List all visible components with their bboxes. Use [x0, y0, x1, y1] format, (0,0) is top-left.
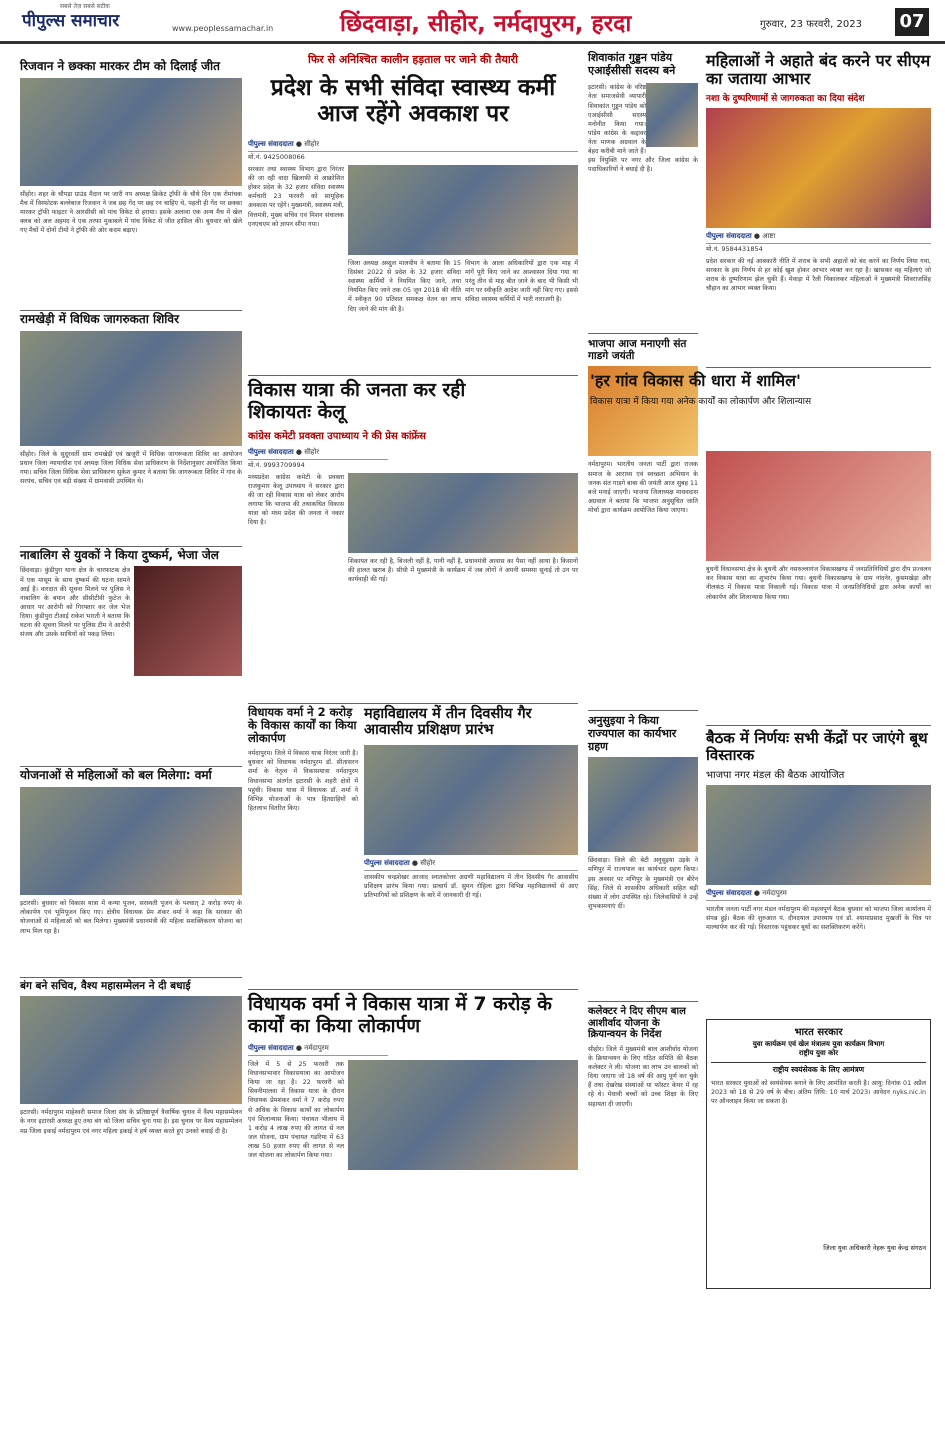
health-story-byline: पीपुल्स संवाददाता ● सीहोर — [248, 138, 578, 152]
column-left — [20, 50, 242, 1440]
health-story-headline: प्रदेश के सभी संविदा स्वास्थ्य कर्मी आज रहेंगे अवकाश पर — [270, 75, 556, 128]
health-story-phone: मो.नं. 9425008066 — [248, 152, 305, 161]
health-story-photo — [348, 165, 578, 255]
booth-extender-body: भारतीय जनता पार्टी नगर मंडल नर्मदापुरम की महत्वपूर्ण बैठक बुधवार को भाजपा जिला कार्यालय में संपन्न हुई। बैठक की शुरुआत पं. दीनदयाल उपाध्याय एवं डॉ. श्यामाप्रसाद मुखर्जी के चित्र पर माल्यार्पण कर की गई। विस्तारक पहुंचकर बूथों का सशक्तिकरण करेंगे। — [706, 905, 931, 931]
ad-signatory: जिला युवा अधिकारी नेहरू युवा केन्द्र संगठन — [823, 1243, 926, 1252]
story-bang-secretary-headline: बंग बने सचिव, वैश्य महासम्मेलन ने दी बधाई — [20, 980, 191, 993]
congress-story-headline: विकास यात्रा की जनता कर रही शिकायतः केलू — [248, 378, 466, 423]
women-thanks-headline: महिलाओं ने अहाते बंद करने पर सीएम का जताया आभार — [706, 51, 931, 89]
training-story-body: शासकीय चन्द्रशेखर आजाद स्नातकोत्तर अग्रणी महाविद्यालय में तीन दिवसीय गैर आवासीय प्रशिक्षण प्रारंभ किया गया। प्राचार्य डॉ. सुमन रोहिला द्वारा विभिन्न महाविद्यालयों से आए प्रतिभागियों को प्रशिक्षण के बारे में जानकारी दी गई। — [364, 873, 578, 900]
story-legal-camp-body: सीहोर। जिले के सुदूरवर्ती ग्राम रामखेड़ी एवं खजूरी में विधिक जागरूकता शिविर का आयोजन प्रधान जिला न्यायाधीश एवं अध्यक्ष जिला विधिक सेवा प्राधिकरण के निर्देशानुसार आयोजित किया गया। सचिव जिला विधिक सेवा प्राधिकरण सुकेश कुमार ने बताया कि जागरूकता शिविर में गांव के सरपंच, सचिव एवं बड़ी संख्या में ग्रामवासी उपस्थित थे। — [20, 450, 242, 485]
congress-story-body-b: शिकायत कर रही है, बिजली नहीं है, पानी नहीं है, प्रधानमंत्री आवास का पैसा नहीं आया है। किसानों की हालत खराब है। सीधी में मुख्यमंत्री के कार्यक्रम में जब लोगों ने अपनी समस्या सुनाई तो उन पर कार्यवाही की गई। — [348, 557, 578, 583]
story-crime-body: छिंदवाड़ा। कुंडीपुरा थाना क्षेत्र के चारफाटक क्षेत्र में एक मासूम के साथ दुष्कर्म की घटना सामने आई है। वारदात की सूचना मिलने पर पुलिस ने नाबालिग के बयान और सीसीटीवी फुटेज के आधार पर आरोपी को गिरफ्तार कर जेल भेज दिया। कुंडीपुरा टीआई राकेश भारती ने बताया कि घटना की सूचना मिलने पर पुलिस टीम ने आरोपी संजय और उसके साथियों को पकड़ लिया। — [20, 567, 130, 639]
logo-tagline: सबसे तेज़ सबसे सटीक — [60, 3, 110, 10]
health-story-body-c: विभाग के आला अधिकारियों द्वारा एक माह में मांगें पूरी किए जाने का आश्वासन दिया गया था परंतु तीन से माह बीत जाने के बाद भी किसी भी मांग पर स्वीकृति आदेश जारी नहीं किए गए। इससे संविदा स्वास्थ्य कर्मियों में भारी नाराजगी है। — [465, 259, 578, 304]
training-photo — [364, 745, 578, 855]
ad-body: भारत सरकार युवाओं को स्वयंसेवक बनाने के लिए आमंत्रित करती है। आयु: दिनांक 01 अप्रैल 2023 को 18 से 29 वर्ष के बीच। अंतिम तिथि: 10 मार्च 2023। आवेदन nyks.nic.in पर ऑनलाइन किया जा सकता है। — [711, 1079, 926, 1105]
bang-secretary-photo — [20, 996, 242, 1104]
story-crime-headline: नाबालिग से युवकों ने किया दुष्कर्म, भेजा जेल — [20, 547, 219, 562]
ad-ministry: युवा कार्यक्रम एवं खेल मंत्रालय युवा कार्यक्रम विभाग — [752, 1039, 885, 1048]
ad-corps: राष्ट्रीय युवा कोर — [798, 1048, 839, 1057]
every-village-subhead: विकास यात्रा में किया गया अनेक कार्यों का लोकार्पण और शिलान्यास — [590, 397, 812, 408]
mla-2cr-body: नर्मदापुरम। जिले में विकास यात्रा निरंतर जारी है। बुधवार को विधायक नर्मदापुरम डॉ. सीतासरन शर्मा के नेतृत्व में विकासयात्रा नर्मदापुरम विधानसभा अंतर्गत इटारसी के शहरी क्षेत्रों में पहुंची। विकास यात्रा में विधायक डॉ. शर्मा ने विभिन्न योजनाओं के पात्र हितग्राहियों को हितलाभ वितरित किए। — [248, 750, 358, 812]
mla-2cr-headline: विधायक वर्मा ने 2 करोड़ के विकास कार्यों का किया लोकार्पण — [248, 704, 357, 745]
edition-date: गुरुवार, 23 फरवरी, 2023 — [760, 19, 862, 30]
women-scheme-photo — [20, 787, 242, 895]
ad-title: भारत सरकार — [794, 1026, 843, 1038]
pandey-story-body: इटारसी। कांग्रेस के वरिष्ठ नेता समाजसेवी व्यापारी शिवाकांत गुड्डन पांडेय को एआईसीसी सदस्य मनोनीत किया गया। पांडेय कांग्रेस के कद्दावर नेता माणक अग्रवाल के बेहद करीबी माने जाते हैं। इस नियुक्ति पर नगर और जिला कांग्रेस के पदाधिकारियों ने बधाई दी है। — [588, 84, 698, 174]
congress-story-byline: पीपुल्स संवाददाता ● सीहोर — [248, 446, 388, 460]
governor-story-headline: अनुसुइया ने किया राज्यपाल का कार्यभार ग्रहण — [588, 714, 677, 753]
women-thanks-subhead: नशा के दुष्परिणामों से जागरुकता का दिया संदेश — [706, 93, 865, 104]
congress-story-subhead: कांग्रेस कमेटी प्रवक्ता उपाध्याय ने की प्रेस कांफ्रेंस — [248, 430, 426, 442]
story-women-scheme-headline: योजनाओं से महिलाओं को बल मिलेगा: वर्मा — [20, 768, 212, 783]
village-meeting-photo — [706, 451, 931, 561]
bjp-meeting-photo — [706, 785, 931, 885]
site-url[interactable]: www.peoplessamachar.in — [172, 24, 274, 33]
pandey-portrait — [646, 83, 698, 147]
congress-story-phone: मो.नं. 9993709994 — [248, 460, 305, 469]
women-thanks-byline: पीपुल्स संवाददाता ● आष्टा — [706, 230, 931, 244]
story-legal-camp-headline: रामखेड़ी में विधिक जागरुकता शिविर — [20, 311, 179, 326]
health-story-kicker: फिर से अनिश्चित कालीन हड़ताल पर जाने की तैयारी — [307, 53, 519, 66]
booth-extender-subhead: भाजपा नगर मंडल की बैठक आयोजित — [706, 769, 845, 781]
collector-story-headline: कलेक्टर ने दिए सीएम बाल आशीर्वाद योजना के क्रियान्वयन के निर्देश — [588, 1006, 686, 1041]
mla-7cr-headline: विधायक वर्मा ने विकास यात्रा में 7 करोड़ के कार्यों का किया लोकार्पण — [248, 993, 552, 1038]
gadge-story-body: नर्मदापुरम। भारतीय जनता पार्टी द्वारा राजक समाज के आराध्य एवं स्वच्छता अभियान के जनक संत गाडगे बाबा की जयंती आज सुबह 11 बजे मनाई जाएगी। भाजपा जिलाध्यक्ष माधवदास अग्रवाल ने बताया कि भाजपा अनुसूचित जाति मोर्चा द्वारा कार्यक्रम आयोजित किया जाएगा। — [588, 461, 698, 515]
women-rally-photo — [706, 108, 931, 228]
booth-extender-byline: पीपुल्स संवाददाता ● नर्मदापुरम — [706, 887, 931, 901]
newspaper-logo: पीपुल्स समाचार — [22, 11, 120, 31]
legal-camp-photo — [20, 331, 242, 446]
ad-invite: राष्ट्रीय स्वयंसेवक के लिए आमंत्रण — [711, 1062, 926, 1075]
mla-7cr-byline: पीपुल्स संवाददाता ● नर्मदापुरम — [248, 1042, 388, 1056]
training-byline: पीपुल्स संवाददाता ● सीहोर — [364, 857, 578, 871]
story-bang-secretary-body: इटारसी। नर्मदापुरम माहेश्वरी समाज जिला संघ के प्रतिष्ठापूर्ण त्रैवार्षिक चुनाव में वैश्य महासम्मेलन के नगर इटारसी अध्यक्ष हुए तथा बंग को जिला सचिव चुना गया है। इस चुनाव पर वैश्य महासम्मेलन मप्र जिला इकाई नर्मदापुरम एवं नगर महिला इकाई ने हर्ष व्यक्त करते हुए उनको बधाई दी है। — [20, 1109, 242, 1135]
women-thanks-body: प्रदेश सरकार की नई आबकारी नीति में शराब के सभी अहातों को बंद करने का निर्णय लिया गया, सरकार के इस निर्णय से हर कोई खुश होकर आभार व्यक्त कर रहा है। खासकर वह महिलाएं जो शराब के दुष्परिणाम झेल चुकी हैं। मेवाड़ा में रैली निकालकर महिलाओं ने मुख्यमंत्री शिवराजसिंह चौहान का आभार व्यक्त किया। — [706, 257, 931, 293]
mla-7cr-body: जिले में 5 से 25 फरवरी तक विधानसभावार विकासयात्रा का आयोजन किया जा रहा है। 22 फरवरी को सिवनीमालवा में विकास यात्रा के दौरान विधायक प्रेमशंकर वर्मा ने 7 करोड़ रुपए से अधिक के विकास कार्यों का लोकार्पण एवं शिलान्यास किया। पंचायत भीलाय में 1 करोड़ 4 लाख रुपए की लागत से नल जल योजना, ग्राम पंचायत गडरिया में 63 लाख 50 हजार रुपए की लागत से नल जल योजना का लोकार्पण किया गया। — [248, 1060, 344, 1160]
governor-story-body: छिंदवाड़ा। जिले की बेटी अनुसुइया उइके ने मणिपुर में राज्यपाल का कार्यभार ग्रहण किया। इस अवसर पर मणिपुर के मुख्यमंत्री एन बीरेन सिंह, जिले से शासकीय अधिकारी सहित बड़ी संख्या में लोग उपस्थित रहे। जिलेवासियों ने उन्हें शुभकामनाएं दीं। — [588, 857, 698, 910]
training-story-headline: महाविद्यालय में तीन दिवसीय गैर आवासीय प्रशिक्षण प्रारंभ — [364, 705, 532, 739]
page-number: 07 — [895, 8, 929, 36]
column-center-left — [248, 50, 578, 1440]
pandey-story-headline: शिवाकांत गुड्डन पांडेय एआईसीसी सदस्य बने — [588, 51, 676, 77]
health-story-body-b: जिला अध्यक्ष अब्दुल मालवीय ने बताया कि 15 दिसंबर 2022 से प्रदेश के 32 हजार संविदा स्वास्थ्य कर्मियों ने नियमित किए जाने, तथा नियमित किए जाने तक 05 जून 2018 की नीति में स्वीकृत 90 प्रतिशत समकक्ष वेतन का लाभ दिए जाने की मांग की है। — [348, 259, 461, 313]
governor-photo — [588, 757, 698, 852]
nyks-advertisement — [706, 1019, 931, 1289]
story-cricket-headline: रिजवान ने छक्का मारकर टीम को दिलाई जीत — [20, 59, 220, 73]
column-center-right — [588, 50, 698, 1440]
crime-illustration — [134, 566, 242, 676]
masthead — [0, 0, 945, 44]
collector-story-body: सीहोर। जिले में मुख्यमंत्री बाल आशीर्वाद योजना के क्रियान्वयन के लिए गठित समिति की बैठक कलेक्टर ने ली। योजना का लाभ उन बालकों को दिया जाएगा जो 18 वर्ष की आयु पूर्ण कर चुके हैं तथा देखरेख संस्थाओं या फॉस्टर केयर में रह रहे थे। मेधावी बच्चों को उच्च शिक्षा के लिए सहायता दी जाएगी। — [588, 1045, 698, 1108]
booth-extender-headline: बैठक में निर्णयः सभी केंद्रों पर जाएंगे बूथ विस्तारक — [706, 729, 928, 765]
every-village-headline: 'हर गांव विकास की धारा में शामिल' — [590, 370, 801, 390]
edition-region: छिंदवाड़ा, सीहोर, नर्मदापुरम, हरदा — [340, 11, 632, 37]
congress-press-photo — [348, 473, 578, 553]
congress-story-body-a: मध्यप्रदेश कांग्रेस कमेटी के प्रवक्ता राजकुमार केलू उपाध्याय ने सरकार द्वारा की जा रही विकास यात्रा को लेकर आरोप लगाया कि भाजपा की तथाकथित विकास यात्रा को मध्य प्रदेश की जनता ने नकार दिया है। — [248, 473, 344, 527]
story-women-scheme-body: इटारसी। बुधवार को विकास यात्रा में कन्या पूजन, सरस्वती पूजन के पश्चात् 2 करोड़ रुपए के लोकार्पण एवं भूमिपूजन किए गए। क्षेत्रीय विधायक प्रेम शंकर वर्मा ने कहा कि सरकार की योजनाओं से महिलाओं को बल मिलेगा। मुख्यमंत्री प्रधानमंत्री की महिला सशक्तिकरण योजना का लाभ मिल रहा है। — [20, 900, 242, 935]
mla-7cr-photo — [348, 1060, 578, 1170]
women-thanks-phone: मो.नं. 9584431854 — [706, 244, 763, 253]
health-story-body-a: सरकार तथा स्वास्थ्य विभाग द्वारा निरंतर की जा रही वादा खिलाफी से आक्रोशित होकर प्रदेश के 32 हजार संविदा स्वास्थ्य कर्मचारी 23 फरवरी को सामूहिक अवकाश पर रहेंगे। मुख्यमंत्री, स्वास्थ्य मंत्री, वित्तमंत्री, मुख्य सचिव एवं मिशन संचालक एनएचएम को ज्ञापन सौंपा गया। — [248, 165, 344, 228]
story-cricket-body: सीहोर। शहर के चौपड़ा ग्राउंड मैदान पर जारी नप अध्यक्ष क्रिकेट ट्रॉफी के चौथे दिन एक रोमांचक मैच में विस्फोटक बल्लेबाज रिजवान ने जब छह गेंद पर छह रन चाहिए थे, पहली ही गेंद पर छक्का मारकर ट्रॉफी फाइटर ने आरसीसी को पांच विकेट से हराया। इसके अलावा एक अन्य मैच में खेल क्लब को अल अहमद ने एक तरफा मुकाबले में पांच विकेट से जीत हासिल की। बुधवार को खेले गए मैचों में दोनों टीमों ने ट्रॉफी की ओर कदम बढ़ाए। — [20, 190, 242, 235]
gadge-story-headline: भाजपा आज मनाएगी संत गाडगे जयंती — [588, 338, 687, 363]
every-village-body: बुधनी विधानसभा क्षेत्र के बुधनी और नसरुल्लागंज विकासखण्ड में जनप्रतिनिधियों द्वारा दीप प्रज्वलन कर विकास यात्रा का शुभारंभ किया गया। बुधनी विकासखण्ड के ग्राम नांदनेर, कुसमखेड़ा और नीलकंठ में विकास यात्रा निकाली गई। विकास यात्रा में जनप्रतिनिधियों द्वारा अनेक कार्यों का लोकार्पण और शिलान्यास किया गया। — [706, 566, 931, 601]
cricket-photo — [20, 78, 242, 186]
